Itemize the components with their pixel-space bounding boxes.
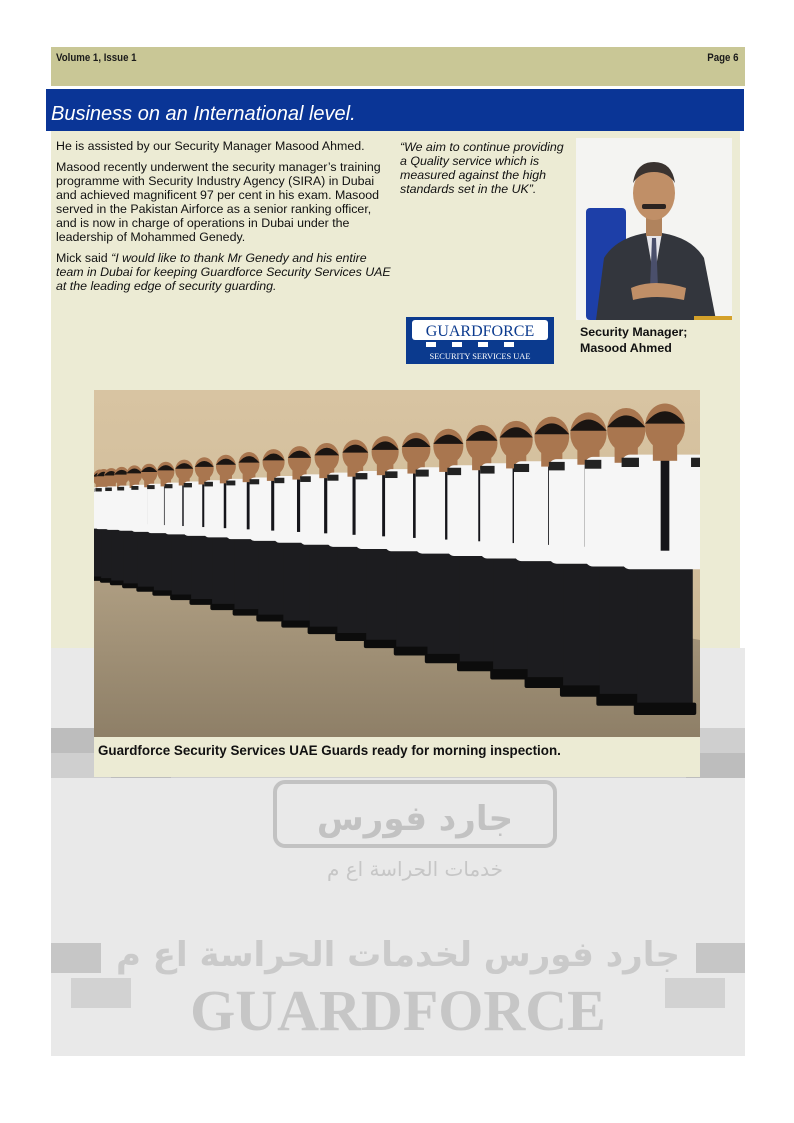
article-title: Business on an International level. [51, 103, 356, 125]
guardforce-logo [406, 317, 554, 364]
paragraph: Masood recently underwent the security manager’s training programme with Security Industry Agency (SIRA) in Dubai and achieved magnificent 97 per cent in his exam. Masood served in the Pakistan Airforce as a senior ranking officer, and is now in charge of operations in Dubai under the leadership of Mohammed Genedy. [56, 160, 381, 244]
caption-line: Masood Ahmed [580, 341, 672, 355]
guards-photo [94, 390, 700, 737]
watermark-arabic-top: جارد فورس [316, 799, 514, 839]
watermark-brand: GUARDFORCE [190, 978, 606, 1043]
mick-paragraph [56, 251, 392, 293]
photo-caption: Guardforce Security Services UAE Guards ready for morning inspection. [98, 743, 561, 758]
logo-name: GUARDFORCE [425, 323, 535, 340]
mick-prefix: Mick said [56, 251, 112, 265]
paragraph: He is assisted by our Security Manager Masood Ahmed. [56, 139, 365, 153]
pull-quote: “We aim to continue providing a Quality service which is measured against the high standards set in the UK”. [400, 140, 564, 196]
mick-quote: “I would like to thank Mr Genedy and his entire team in Dubai for keeping Guardforce Security Services UAE at the leading edge of security guarding. [56, 251, 391, 293]
caption-line: Security Manager; [580, 325, 688, 339]
portrait-photo [576, 138, 732, 320]
header-bar [51, 47, 745, 86]
watermark-arabic-sub: خدمات الحراسة اع م [326, 857, 504, 881]
watermark-arabic-line: جارد فورس لخدمات الحراسة اع م [115, 935, 681, 975]
article-body [56, 139, 392, 300]
portrait-caption [580, 324, 687, 356]
issue-label: Volume 1, Issue 1 [56, 52, 137, 64]
logo-subtitle: SECURITY SERVICES UAE [429, 352, 531, 361]
page-number: Page 6 [706, 52, 738, 64]
